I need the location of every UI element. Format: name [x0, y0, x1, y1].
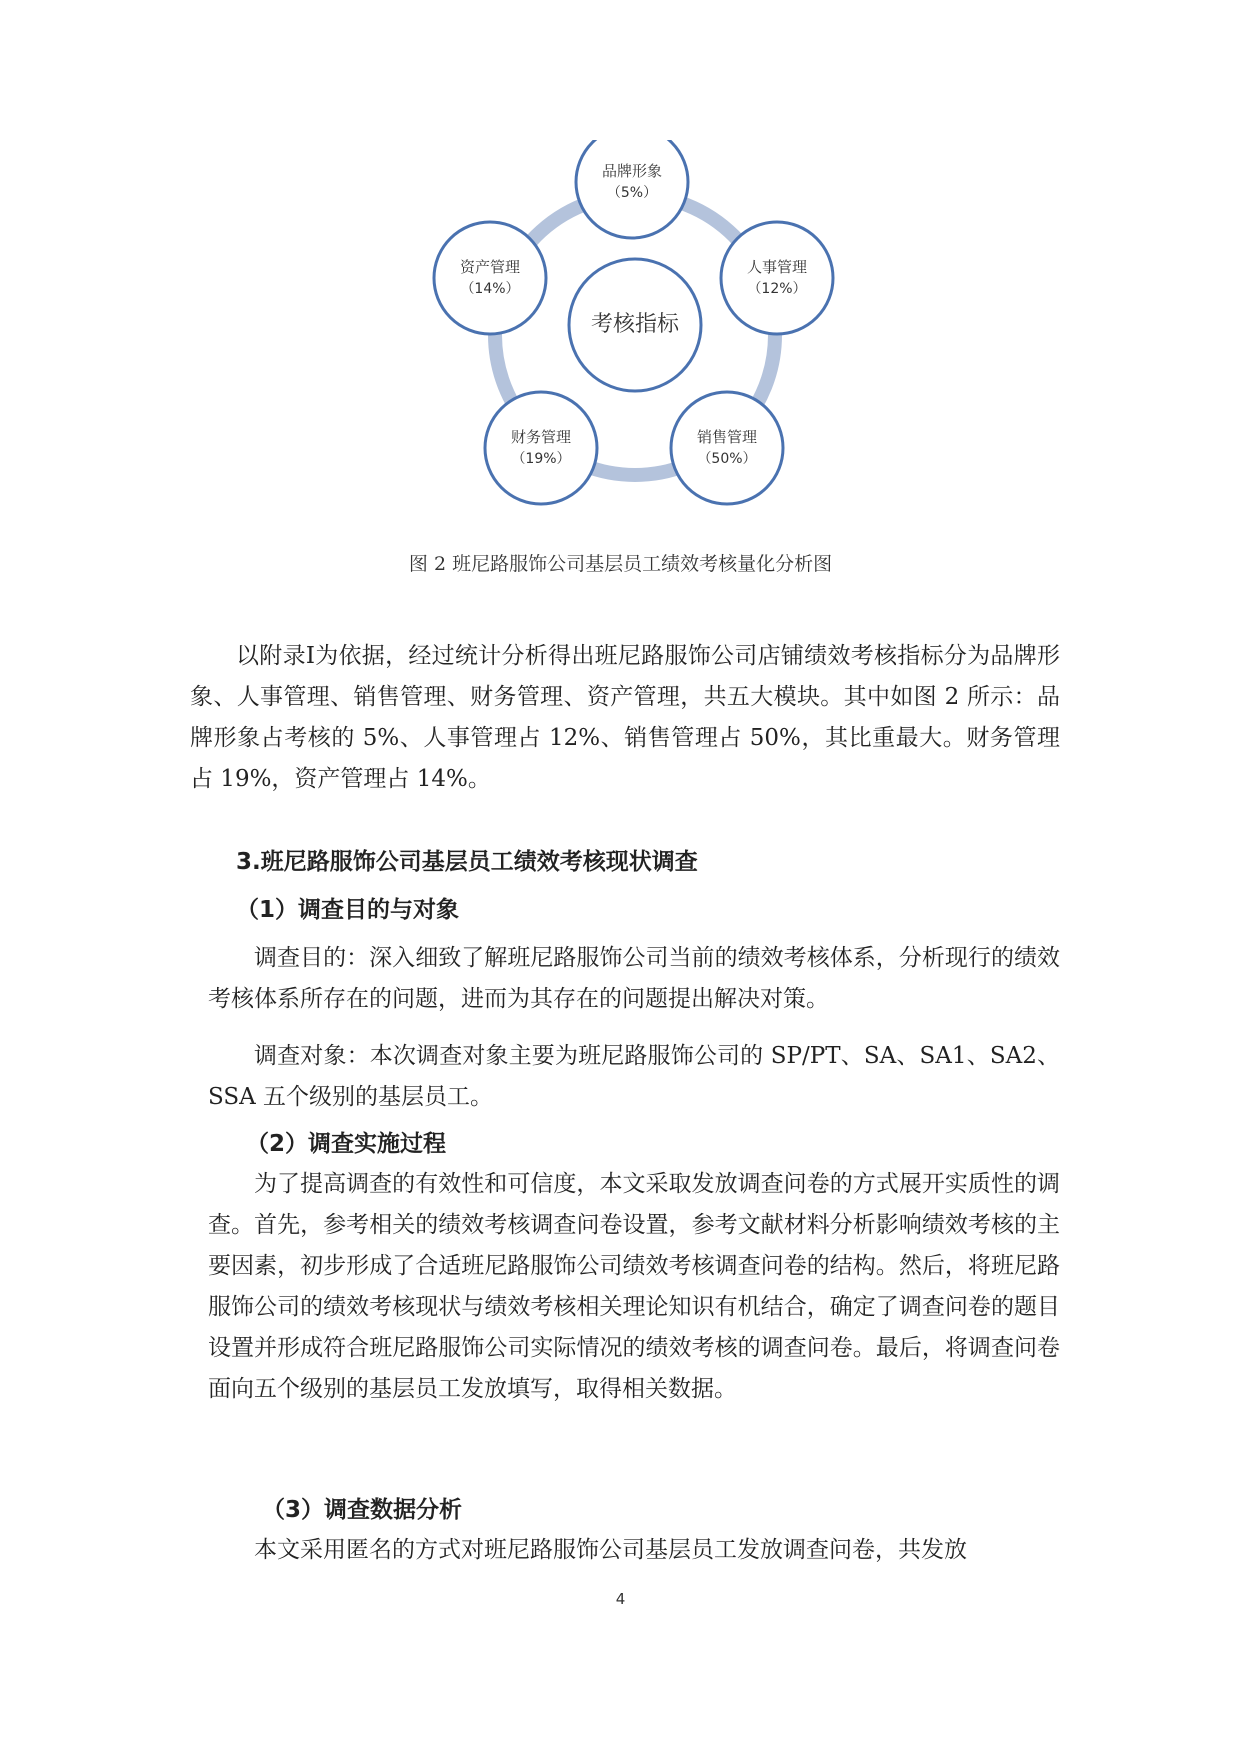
- paragraph-5: 本文采用匿名的方式对班尼路服饰公司基层员工发放调查问卷，共发放: [254, 1537, 967, 1563]
- node-finance-name: 财务管理: [510, 428, 571, 446]
- subheading-1: （1）调查目的与对象: [236, 897, 460, 923]
- figure-caption: 图 2 班尼路服饰公司基层员工绩效考核量化分析图: [408, 553, 833, 575]
- subheading-3: （3）调查数据分析: [262, 1497, 463, 1523]
- node-brand-name: 品牌形象: [601, 162, 662, 180]
- node-finance: [485, 392, 597, 504]
- node-assets-pct: （14%）: [460, 281, 520, 297]
- node-hr-name: 人事管理: [746, 258, 807, 276]
- node-finance-pct: （19%）: [511, 451, 571, 467]
- node-sales-pct: （50%）: [697, 451, 757, 467]
- paragraph-2: 调查目的：深入细致了解班尼路服饰公司当前的绩效考核体系，分析现行的绩效考核体系所存在的问题，进而为其存在的问题提出解决对策。: [208, 945, 1060, 1012]
- node-assets: [434, 222, 546, 334]
- node-sales: [671, 392, 783, 504]
- center-label: 考核指标: [590, 312, 679, 337]
- page-number: 4: [615, 1590, 626, 1608]
- paragraph-1: 以附录Ⅰ为依据，经过统计分析得出班尼路服饰公司店铺绩效考核指标分为品牌形象、人事管理、销售管理、财务管理、资产管理，共五大模块。其中如图 2 所示：品牌形象占考核的 5%、人事管理占 12%、销售管理占 50%，其比重最大。财务管理占 19%，资产管理占 14%。: [190, 643, 1060, 792]
- node-hr-pct: （12%）: [747, 281, 807, 297]
- node-assets-name: 资产管理: [459, 258, 520, 276]
- node-hr: [721, 222, 833, 334]
- section-heading-3: 3.班尼路服饰公司基层员工绩效考核现状调查: [236, 849, 698, 875]
- node-brand-pct: （5%）: [606, 185, 658, 201]
- paragraph-3: 调查对象：本次调查对象主要为班尼路服饰公司的 SP/PT、SA、SA1、SA2、SSA 五个级别的基层员工。: [208, 1043, 1060, 1110]
- assessment-index-diagram: [420, 140, 840, 540]
- center-node: [569, 259, 701, 391]
- node-brand: [576, 126, 688, 238]
- subheading-2: （2）调查实施过程: [246, 1131, 447, 1157]
- paragraph-4: 为了提高调查的有效性和可信度，本文采取发放调查问卷的方式展开实质性的调查。首先，参考相关的绩效考核调查问卷设置，参考文献材料分析影响绩效考核的主要因素，初步形成了合适班尼路服饰公司绩效考核调查问卷的结构。然后，将班尼路服饰公司的绩效考核现状与绩效考核相关理论知识有机结合，确定了调查问卷的题目设置并形成符合班尼路服饰公司实际情况的绩效考核的调查问卷。最后，将调查问卷面向五个级别的基层员工发放填写，取得相关数据。: [208, 1171, 1060, 1402]
- node-sales-name: 销售管理: [696, 428, 757, 446]
